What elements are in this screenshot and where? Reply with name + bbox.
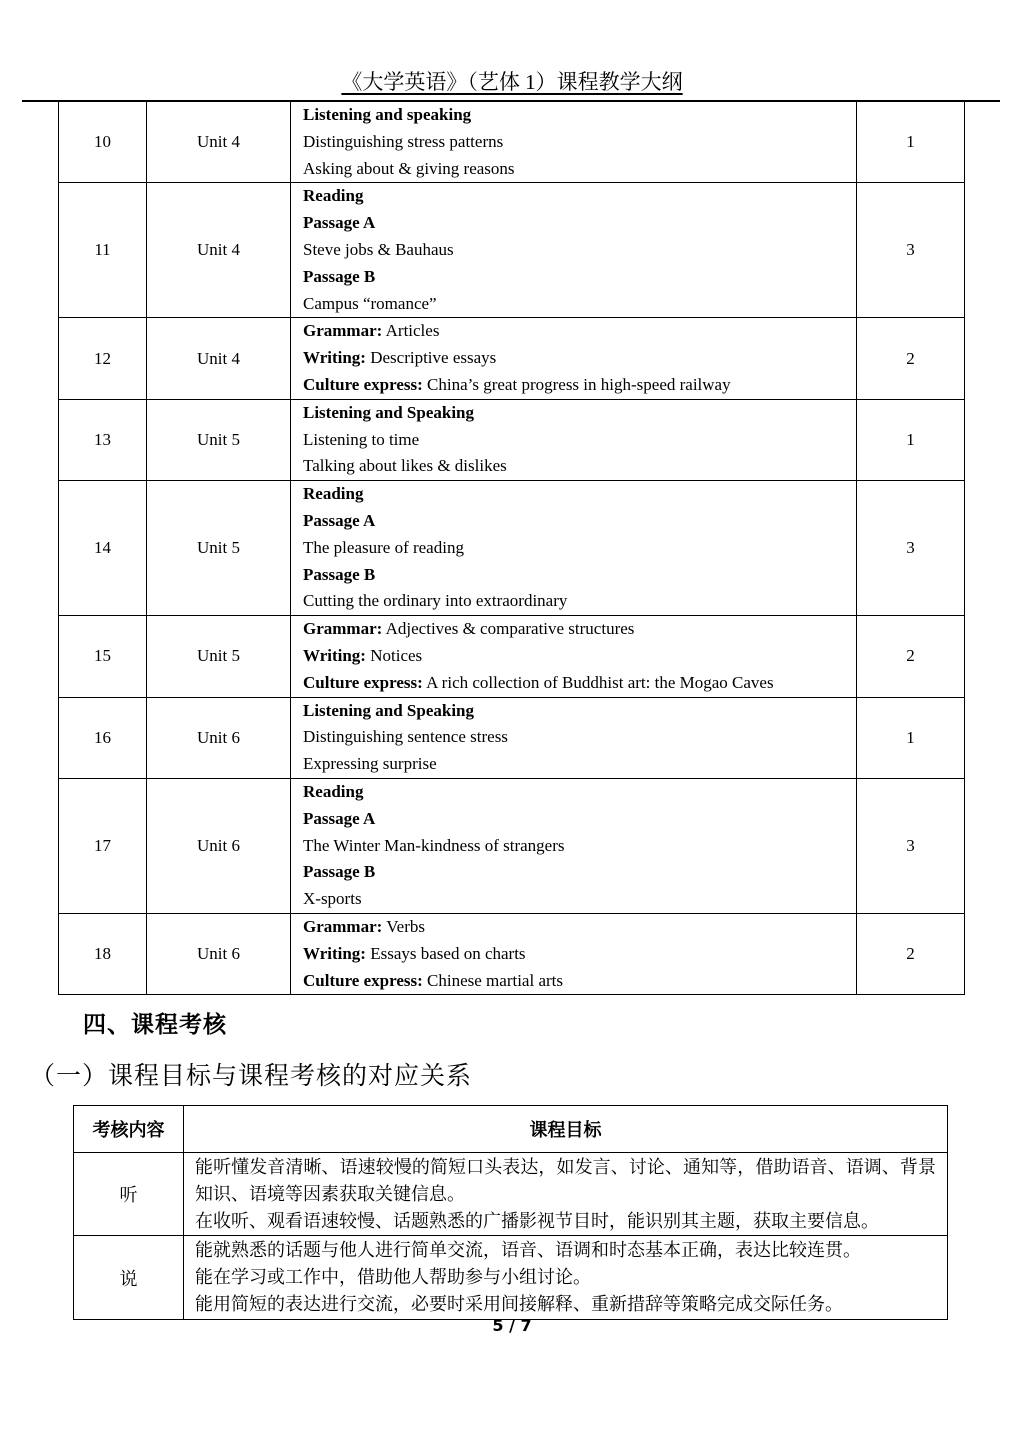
content-cell bbox=[291, 481, 857, 616]
schedule-row bbox=[59, 481, 965, 616]
course-goal-header: 课程目标 bbox=[184, 1106, 948, 1153]
content-cell bbox=[291, 102, 857, 183]
content-line bbox=[303, 616, 850, 643]
teaching-schedule-table bbox=[58, 101, 965, 995]
content-segment: Expressing surprise bbox=[303, 754, 437, 774]
content-line bbox=[303, 779, 850, 806]
content-segment-bold: Grammar: bbox=[303, 916, 383, 936]
content-line bbox=[303, 210, 850, 237]
content-cell bbox=[291, 778, 857, 913]
section-heading-assessment: 四、课程考核 bbox=[83, 1012, 227, 1038]
content-segment-bold: Passage B bbox=[303, 564, 376, 584]
content-line bbox=[303, 886, 850, 913]
content-line bbox=[303, 481, 850, 508]
content-line bbox=[303, 129, 850, 156]
hours-cell: 1 bbox=[857, 399, 965, 480]
content-line bbox=[303, 968, 850, 995]
content-segment: Asking about & giving reasons bbox=[303, 158, 515, 178]
hours-cell: 3 bbox=[857, 778, 965, 913]
content-line bbox=[303, 183, 850, 210]
goal-cell bbox=[184, 1153, 948, 1236]
content-line bbox=[303, 588, 850, 615]
content-line bbox=[303, 941, 850, 968]
schedule-row bbox=[59, 913, 965, 994]
content-line bbox=[303, 345, 850, 372]
content-line bbox=[303, 806, 850, 833]
unit-cell: Unit 4 bbox=[147, 102, 291, 183]
assessment-content-header: 考核内容 bbox=[74, 1106, 184, 1153]
content-line bbox=[303, 670, 850, 697]
row-number-cell: 17 bbox=[59, 778, 147, 913]
content-line bbox=[303, 156, 850, 183]
content-segment-bold: Passage A bbox=[303, 213, 376, 233]
content-line bbox=[303, 724, 850, 751]
content-line bbox=[303, 698, 850, 725]
page-title bbox=[0, 70, 1024, 95]
content-segment: Articles bbox=[382, 321, 440, 341]
row-number-cell: 11 bbox=[59, 183, 147, 318]
content-cell bbox=[291, 616, 857, 697]
hours-cell: 2 bbox=[857, 318, 965, 399]
unit-cell: Unit 5 bbox=[147, 481, 291, 616]
hours-cell: 1 bbox=[857, 102, 965, 183]
content-segment-bold: Culture express: bbox=[303, 374, 423, 394]
content-segment: Listening to time bbox=[303, 429, 420, 449]
content-line bbox=[303, 453, 850, 480]
row-number-cell: 16 bbox=[59, 697, 147, 778]
schedule-row bbox=[59, 102, 965, 183]
content-segment: Talking about likes & dislikes bbox=[303, 456, 507, 476]
content-segment-bold: Writing: bbox=[303, 348, 366, 368]
content-segment: Distinguishing stress patterns bbox=[303, 131, 504, 151]
content-segment: Essays based on charts bbox=[365, 943, 526, 963]
content-segment-bold: Passage B bbox=[303, 266, 376, 286]
content-line bbox=[303, 400, 850, 427]
row-number-cell: 18 bbox=[59, 913, 147, 994]
unit-cell: Unit 6 bbox=[147, 913, 291, 994]
content-segment: China’s great progress in high-speed railway bbox=[422, 374, 731, 394]
content-segment-bold: Listening and Speaking bbox=[303, 402, 475, 422]
content-segment: The Winter Man-kindness of strangers bbox=[303, 835, 565, 855]
content-segment-bold: Passage A bbox=[303, 510, 376, 530]
goal-paragraph: 能在学习或工作中，借助他人帮助参与小组讨论。 bbox=[195, 1267, 591, 1288]
content-segment-bold: Reading bbox=[303, 484, 364, 504]
content-segment-bold: Passage B bbox=[303, 862, 376, 882]
content-line bbox=[303, 833, 850, 860]
content-segment-bold: Culture express: bbox=[303, 970, 423, 990]
row-number-cell: 13 bbox=[59, 399, 147, 480]
goal-paragraph: 在收听、观看语速较慢、话题熟悉的广播影视节目时，能识别其主题，获取主要信息。 bbox=[195, 1210, 879, 1231]
unit-cell: Unit 6 bbox=[147, 697, 291, 778]
assessment-row bbox=[74, 1153, 948, 1236]
content-line bbox=[303, 535, 850, 562]
content-segment-bold: Grammar: bbox=[303, 321, 383, 341]
content-segment-bold: Passage A bbox=[303, 808, 376, 828]
content-line bbox=[303, 318, 850, 345]
goal-paragraph: 能听懂发音清晰、语速较慢的简短口头表达，如发言、讨论、通知等，借助语音、语调、背景知识、语境等因素获取关键信息。 bbox=[195, 1157, 936, 1204]
assessment-mapping-table bbox=[73, 1105, 948, 1320]
page-title-text: 《大学英语》（艺体 1）课程教学大纲 bbox=[341, 70, 683, 94]
content-cell bbox=[291, 399, 857, 480]
schedule-row bbox=[59, 399, 965, 480]
schedule-row bbox=[59, 616, 965, 697]
content-segment-bold: Grammar: bbox=[303, 619, 383, 639]
content-line bbox=[303, 264, 850, 291]
content-line bbox=[303, 643, 850, 670]
goal-cell bbox=[184, 1236, 948, 1319]
content-segment: Campus “romance” bbox=[303, 293, 437, 313]
hours-cell: 3 bbox=[857, 481, 965, 616]
unit-cell: Unit 5 bbox=[147, 616, 291, 697]
content-segment: Adjectives & comparative structures bbox=[382, 619, 635, 639]
schedule-row bbox=[59, 318, 965, 399]
content-segment-bold: Reading bbox=[303, 781, 364, 801]
hours-cell: 2 bbox=[857, 913, 965, 994]
content-segment-bold: Listening and Speaking bbox=[303, 700, 475, 720]
row-number-cell: 12 bbox=[59, 318, 147, 399]
assessment-header-row bbox=[74, 1106, 948, 1153]
goal-paragraph: 能就熟悉的话题与他人进行简单交流，语音、语调和时态基本正确，表达比较连贯。 bbox=[195, 1240, 861, 1261]
content-line bbox=[303, 914, 850, 941]
unit-cell: Unit 6 bbox=[147, 778, 291, 913]
content-segment: Chinese martial arts bbox=[422, 970, 563, 990]
hours-cell: 3 bbox=[857, 183, 965, 318]
content-segment-bold: Culture express: bbox=[303, 672, 423, 692]
page-number: 5 / 7 bbox=[492, 1316, 532, 1335]
content-line bbox=[303, 427, 850, 454]
content-cell bbox=[291, 318, 857, 399]
content-cell bbox=[291, 697, 857, 778]
content-segment: Notices bbox=[365, 645, 423, 665]
unit-cell: Unit 4 bbox=[147, 318, 291, 399]
content-line bbox=[303, 291, 850, 318]
skill-label-cell: 听 bbox=[74, 1153, 184, 1236]
content-segment-bold: Writing: bbox=[303, 943, 366, 963]
row-number-cell: 10 bbox=[59, 102, 147, 183]
content-segment: A rich collection of Buddhist art: the Mogao Caves bbox=[422, 672, 774, 692]
schedule-row bbox=[59, 697, 965, 778]
content-segment-bold: Listening and speaking bbox=[303, 105, 472, 124]
goal-paragraph: 能用简短的表达进行交流，必要时采用间接解释、重新措辞等策略完成交际任务。 bbox=[195, 1293, 843, 1314]
schedule-row bbox=[59, 183, 965, 318]
content-line bbox=[303, 372, 850, 399]
row-number-cell: 15 bbox=[59, 616, 147, 697]
subsection-heading-goal-mapping: （一）课程目标与课程考核的对应关系 bbox=[30, 1063, 473, 1090]
content-line bbox=[303, 562, 850, 589]
unit-cell: Unit 5 bbox=[147, 399, 291, 480]
schedule-row bbox=[59, 778, 965, 913]
content-segment: Descriptive essays bbox=[365, 348, 497, 368]
content-segment: Steve jobs & Bauhaus bbox=[303, 239, 454, 259]
content-cell bbox=[291, 913, 857, 994]
content-segment: Verbs bbox=[382, 916, 425, 936]
content-segment: Distinguishing sentence stress bbox=[303, 727, 508, 747]
hours-cell: 2 bbox=[857, 616, 965, 697]
skill-label-cell: 说 bbox=[74, 1236, 184, 1319]
content-line bbox=[303, 508, 850, 535]
hours-cell: 1 bbox=[857, 697, 965, 778]
content-segment: Cutting the ordinary into extraordinary bbox=[303, 591, 568, 611]
content-cell bbox=[291, 183, 857, 318]
content-segment-bold: Writing: bbox=[303, 645, 366, 665]
content-segment: The pleasure of reading bbox=[303, 537, 464, 557]
assessment-row bbox=[74, 1236, 948, 1319]
content-line bbox=[303, 859, 850, 886]
content-line bbox=[303, 751, 850, 778]
content-line bbox=[303, 237, 850, 264]
content-segment-bold: Reading bbox=[303, 186, 364, 206]
content-segment: X-sports bbox=[303, 889, 362, 909]
content-line bbox=[303, 102, 850, 129]
unit-cell: Unit 4 bbox=[147, 183, 291, 318]
row-number-cell: 14 bbox=[59, 481, 147, 616]
